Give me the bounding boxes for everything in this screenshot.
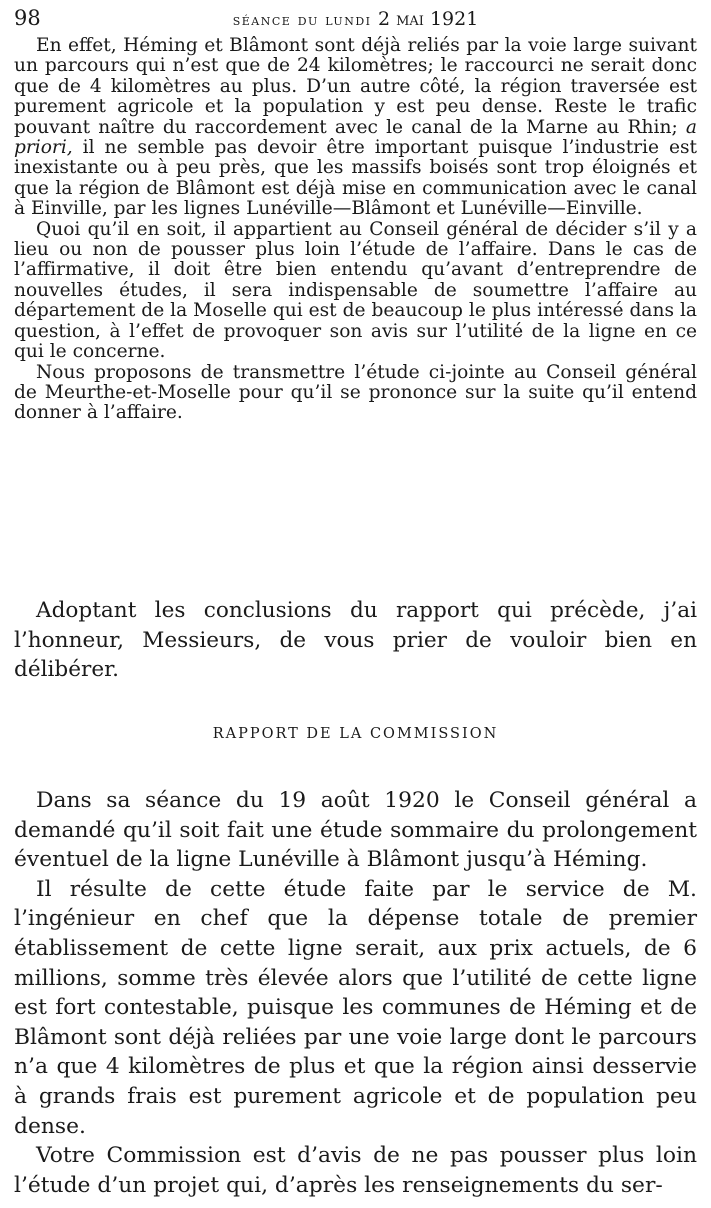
conclusion-paragraph: Adoptant les conclusions du rapport qui précède, j’ai l’honneur, Messieurs, de vous prier de vouloir bien en délibérer. xyxy=(14,598,697,682)
report-paragraph-3: Nous proposons de transmettre l’étude ci-jointe au Conseil général de Meurthe-et-Moselle pour qu’il se prononce sur la suite qu’il entend donner à l’affaire. xyxy=(14,361,697,424)
report-paragraph-1-italic: a priori, xyxy=(14,116,697,159)
section-heading: RAPPORT DE LA COMMISSION xyxy=(212,726,499,742)
running-title xyxy=(14,8,697,30)
running-title-date: 2 mai 1921 xyxy=(377,8,479,30)
report-paragraph-1 xyxy=(14,36,697,220)
report-paragraph-1-end: il ne semble pas devoir être important puisque l’industrie est inexistante ou à peu près, que les massifs boisés sont trop éloignés et que la région de Blâmont est déjà mise en communication avec le canal à Einville, par les lignes Lunéville—Blâmont et Lunéville—Einville. xyxy=(14,137,697,220)
report-body xyxy=(14,36,697,424)
page-header xyxy=(14,6,697,36)
commission-paragraph-1: Dans sa séance du 19 août 1920 le Conseil général a demandé qu’il soit fait une étude sommaire du prolongement éventuel de la ligne Lunéville à Blâmont jusqu’à Héming. xyxy=(14,788,697,873)
report-paragraph-1-start: En effet, Héming et Blâmont sont déjà reliés par la voie large suivant un parcours qui n’est que de 24 kilomètres; le raccourci ne serait donc que de 4 kilomètres au plus. D’un autre côté, la région traversée est purement agricole et la population y est peu dense. Reste le trafic pouvant naître du raccordement avec le canal de la Marne au Rhin; xyxy=(14,35,697,138)
page-number: 98 xyxy=(14,6,41,30)
commission-paragraph-3: Votre Commission est d’avis de ne pas pousser plus loin l’étude d’un projet qui, d’après les renseignements du ser- xyxy=(14,1143,697,1198)
commission-paragraph-2: Il résulte de cette étude faite par le service de M. l’ingénieur en chef que la dépense totale de premier établissement de cette ligne serait, aux prix actuels, de 6 millions, somme très élevée alors que l’utilité de cette ligne est fort contestable, puisque les communes de Héming et de Blâmont sont déjà reliées par une voie large dont le parcours n’a que 4 kilomètres de plus et que la région ainsi desservie à grands frais est purement agricole et de population peu dense. xyxy=(14,876,697,1139)
running-title-text: séance du lundi xyxy=(232,11,372,29)
commission-body xyxy=(14,786,697,1200)
conclusion-block xyxy=(14,596,697,685)
report-paragraph-2: Quoi qu’il en soit, il appartient au Conseil général de décider s’il y a lieu ou non de pousser plus loin l’étude de l’affaire. Dans le cas de l’affirmative, il doit être bien entendu qu’avant d’entreprendre de nouvelles études, il sera indispensable de soumettre l’affaire au département de la Moselle qui est de beaucoup le plus intéressé dans la question, à l’effet de provoquer son avis sur l’utilité de la ligne en ce qui le concerne. xyxy=(14,218,697,363)
